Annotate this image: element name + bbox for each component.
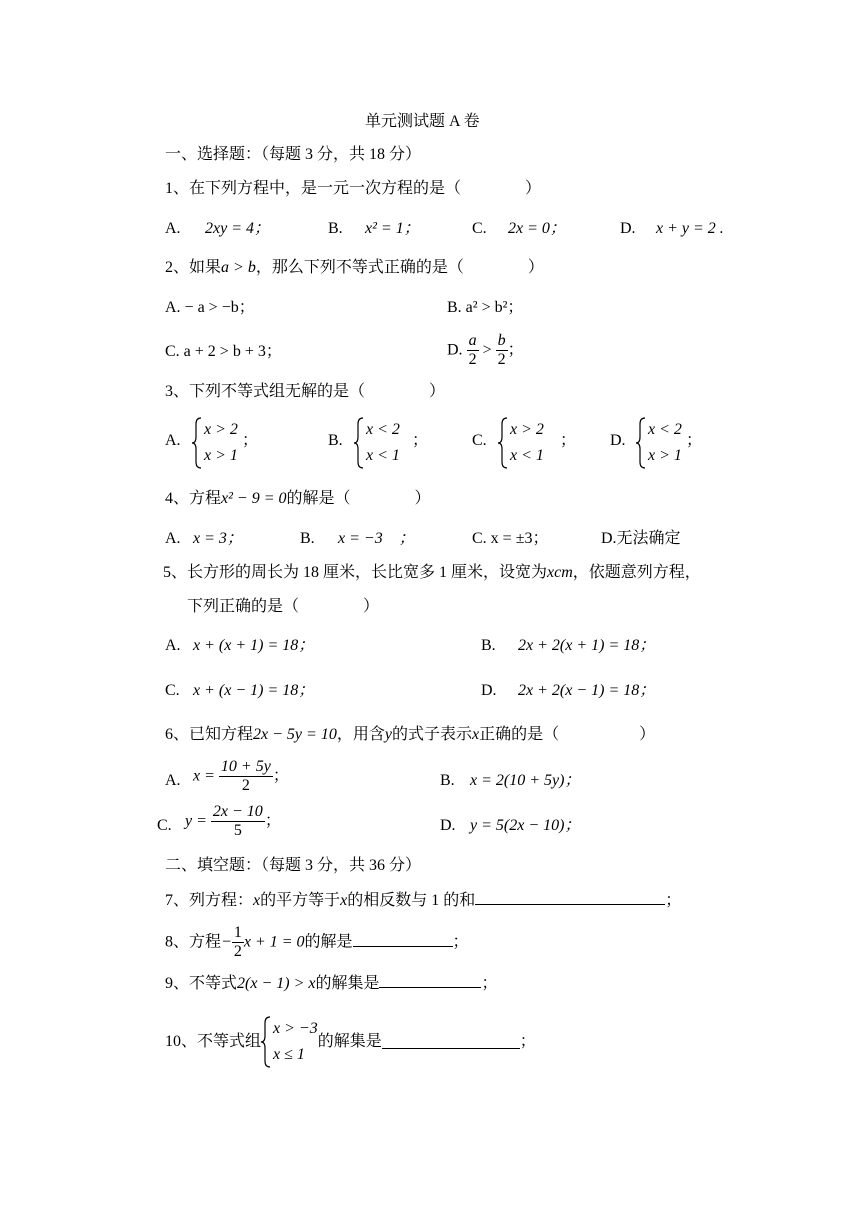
- frac-numerator: a: [467, 332, 479, 351]
- q1-option-b-label: B.: [328, 220, 343, 237]
- section-heading-choice: 一、选择题：（每题 3 分，共 18 分）: [165, 146, 422, 163]
- left-brace-icon: [261, 1016, 271, 1068]
- q3-option-b-label: B.: [328, 432, 343, 449]
- system-row: x < 2: [366, 421, 400, 438]
- q1-option-d-label: D.: [620, 220, 636, 237]
- q2-option-d-end: ；: [507, 341, 524, 359]
- q1-option-a-label: A.: [165, 220, 181, 237]
- q8-minus: −: [221, 933, 232, 951]
- inequality-system: [192, 417, 238, 469]
- q7-mid2: 的相反数与 1 的和: [347, 892, 476, 909]
- q4-option-d: D.无法确定: [601, 530, 681, 547]
- q2-option-d-label: D.: [447, 341, 463, 359]
- q1-option-a-expr: 2xy = 4；: [205, 220, 271, 237]
- q6-stem-mid2: 的式子表示: [391, 726, 472, 743]
- q2-option-c: C. a + 2 > b + 3；: [165, 343, 282, 360]
- q6-a-lhs: x =: [193, 767, 215, 785]
- question-2-stem: [165, 260, 544, 276]
- q6-stem-pre: 6、已知方程: [165, 726, 254, 743]
- system-row: x > 1: [204, 447, 238, 464]
- q4-option-a-label: A.: [165, 530, 181, 547]
- q5-line1-math: xcm: [547, 564, 573, 581]
- q6-option-b-label: B.: [440, 772, 455, 789]
- question-5-line-1: [163, 565, 701, 581]
- left-brace-icon: [636, 417, 646, 469]
- q6-stem-mid: ，用含: [336, 726, 385, 743]
- q7-x2: x: [340, 892, 348, 909]
- answer-blank[interactable]: [379, 975, 481, 988]
- system-row: x ≤ 1: [273, 1046, 305, 1063]
- frac-numerator: 2x − 10: [211, 803, 265, 822]
- frac-denominator: 5: [233, 822, 242, 840]
- q9-pre: 9、不等式: [165, 975, 238, 992]
- q1-option-d-expr: x + y = 2 .: [656, 220, 724, 237]
- q4-option-b-label: B.: [300, 530, 315, 547]
- frac-denominator: 2: [468, 351, 477, 369]
- q10-mid: 的解集是: [317, 1033, 382, 1050]
- frac-denominator: 2: [233, 943, 242, 961]
- q6-a-end: ；: [272, 767, 289, 785]
- q6-stem-x: x: [471, 726, 480, 743]
- frac-denominator: 2: [241, 777, 250, 795]
- q6-a-fraction: [219, 758, 273, 796]
- question-9: [165, 975, 498, 992]
- q6-option-c-label: C.: [157, 817, 172, 834]
- q5-option-c-expr: x + (x − 1) = 18；: [193, 682, 315, 699]
- q10-end: ；: [519, 1033, 536, 1050]
- system-row: x > 2: [510, 421, 544, 438]
- system-row: x > 2: [204, 421, 238, 438]
- system-row: x < 2: [648, 421, 682, 438]
- frac-numerator: b: [496, 332, 508, 351]
- q3-option-b-end: ；: [412, 432, 429, 449]
- left-brace-icon: [192, 417, 202, 469]
- q6-option-a-expr: [193, 758, 289, 796]
- q10-pre: 10、不等式组: [165, 1033, 262, 1050]
- question-1-stem: 1、在下列方程中，是一元一次方程的是（ ）: [165, 180, 542, 197]
- q5-option-d-expr: 2x + 2(x − 1) = 18；: [518, 682, 656, 699]
- q8-fraction: [232, 924, 244, 962]
- q6-option-d-label: D.: [440, 817, 456, 834]
- inequality-system: [354, 417, 400, 469]
- q3-option-a-end: ；: [242, 432, 259, 449]
- q1-option-c-expr: 2x = 0；: [508, 220, 566, 237]
- q5-option-c-label: C.: [165, 682, 180, 699]
- q6-option-a-label: A.: [165, 772, 181, 789]
- q2-option-b: B. a² > b²；: [447, 299, 524, 316]
- q9-mid: 的解集是: [315, 975, 380, 992]
- q2-stem-post: ，那么下列不等式正确的是（ ）: [255, 259, 544, 276]
- q5-option-d-label: D.: [481, 682, 497, 699]
- q7-pre: 7、列方程：: [165, 892, 254, 909]
- q3-option-c-system: [498, 417, 544, 469]
- question-3-stem: 3、下列不等式组无解的是（ ）: [165, 383, 446, 400]
- q1-option-c-label: C.: [472, 220, 487, 237]
- question-7: [165, 892, 681, 909]
- q3-option-a-label: A.: [165, 432, 181, 449]
- q8-pre: 8、方程: [165, 933, 222, 951]
- q3-option-a-system: [192, 417, 238, 469]
- q7-x1: x: [253, 892, 261, 909]
- q6-stem-y: y: [384, 726, 392, 743]
- q4-stem-post: 的解是（ ）: [286, 490, 431, 507]
- frac-numerator: 1: [232, 924, 244, 943]
- q4-option-c: C. x = ±3；: [472, 530, 549, 547]
- q2-option-d-op: >: [482, 341, 492, 359]
- q2-option-d-frac-b: [496, 332, 508, 370]
- page-title: 单元测试题 A 卷: [365, 113, 480, 130]
- question-4-stem: [165, 491, 431, 507]
- q4-option-a-expr: x = 3；: [193, 530, 243, 547]
- q5-option-b-label: B.: [481, 637, 496, 654]
- system-row: x < 1: [510, 447, 544, 464]
- inequality-system: [636, 417, 682, 469]
- left-brace-icon: [498, 417, 508, 469]
- q6-stem-post: 正确的是（ ）: [479, 726, 656, 743]
- q2-option-d: [447, 332, 524, 370]
- answer-blank[interactable]: [382, 1036, 520, 1049]
- q9-math: 2(x − 1) > x: [237, 975, 316, 992]
- q2-option-a: A. − a > −b；: [165, 299, 255, 316]
- q3-option-b-system: [354, 417, 400, 469]
- question-10: [165, 1016, 536, 1068]
- q6-c-end: ；: [264, 812, 281, 830]
- question-6-stem: [165, 727, 655, 743]
- q5-option-a-expr: x + (x + 1) = 18；: [193, 637, 315, 654]
- system-row: x > 1: [648, 447, 682, 464]
- q2-option-d-frac-a: [467, 332, 479, 370]
- q4-stem-pre: 4、方程: [165, 490, 222, 507]
- q6-stem-math: 2x − 5y = 10: [253, 726, 337, 743]
- inequality-system: [261, 1016, 318, 1068]
- q3-option-c-end: ；: [560, 432, 577, 449]
- q7-mid1: 的平方等于: [260, 892, 341, 909]
- q6-option-b-expr: x = 2(10 + 5y)；: [470, 772, 581, 789]
- q9-end: ；: [481, 975, 498, 992]
- q2-stem-pre: 2、如果: [165, 259, 222, 276]
- q8-mid: 的解是: [304, 933, 353, 951]
- frac-denominator: 2: [497, 351, 506, 369]
- q5-line1-pre: 5、长方形的周长为 18 厘米，长比宽多 1 厘米，设宽为: [163, 564, 548, 581]
- system-row: x > −3: [273, 1020, 318, 1037]
- q6-option-c-expr: [185, 803, 281, 841]
- frac-numerator: 10 + 5y: [219, 758, 273, 777]
- q6-c-fraction: [211, 803, 265, 841]
- section-heading-fill-in: 二、填空题：（每题 3 分，共 36 分）: [165, 857, 422, 874]
- q6-option-d-expr: y = 5(2x − 10)；: [470, 817, 581, 834]
- question-5-line-2: 下列正确的是（ ）: [187, 598, 380, 615]
- q8-end: ；: [452, 933, 469, 951]
- q5-option-a-label: A.: [165, 637, 181, 654]
- answer-blank[interactable]: [475, 892, 665, 905]
- q3-option-d-end: ；: [686, 432, 703, 449]
- q3-option-d-system: [636, 417, 682, 469]
- q6-c-lhs: y =: [185, 812, 207, 830]
- q8-math: x + 1 = 0: [243, 933, 305, 951]
- q3-option-d-label: D.: [610, 432, 626, 449]
- q1-option-b-expr: x² = 1；: [365, 220, 420, 237]
- q5-option-b-expr: 2x + 2(x + 1) = 18；: [518, 637, 656, 654]
- system-row: x < 1: [366, 447, 400, 464]
- q4-option-b-expr: x = −3 ；: [338, 530, 415, 547]
- q3-option-c-label: C.: [472, 432, 487, 449]
- q5-line1-post: ，依题意列方程，: [572, 564, 701, 581]
- inequality-system: [498, 417, 544, 469]
- question-8: [165, 924, 469, 962]
- q7-end: ；: [665, 892, 682, 909]
- answer-blank[interactable]: [353, 934, 453, 947]
- q2-stem-math: a > b: [221, 259, 256, 276]
- left-brace-icon: [354, 417, 364, 469]
- q4-stem-math: x² − 9 = 0: [221, 490, 287, 507]
